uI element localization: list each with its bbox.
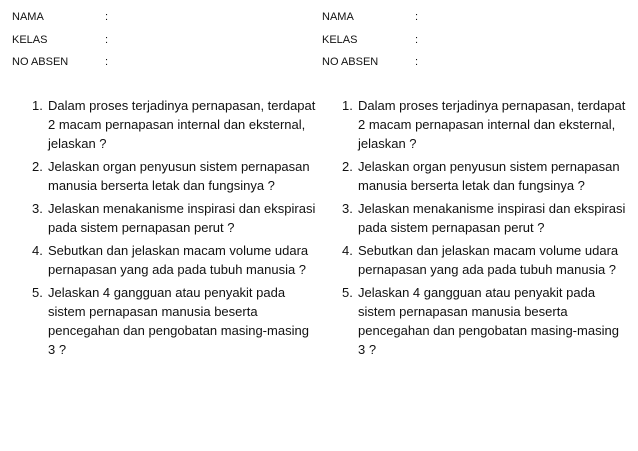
question-item	[32, 96, 317, 153]
kelas-colon: :	[415, 34, 419, 46]
question-text: Sebutkan dan jelaskan macam volume udara pernapasan yang ada pada tubuh manusia ?	[358, 243, 619, 277]
no-absen-label: NO ABSEN	[12, 56, 69, 68]
question-text: Jelaskan menakanisme inspirasi dan ekspirasi pada sistem pernapasan perut ?	[48, 201, 316, 235]
question-number: 2.	[342, 159, 353, 174]
no-absen-label: NO ABSEN	[322, 56, 379, 68]
question-number: 1.	[32, 98, 43, 113]
nama-colon: :	[415, 11, 419, 23]
question-text: Jelaskan organ penyusun sistem pernapasan manusia berserta letak dan fungsinya ?	[358, 159, 620, 193]
question-item	[342, 96, 627, 153]
question-item	[32, 241, 317, 279]
question-text: Dalam proses terjadinya pernapasan, terdapat 2 macam pernapasan internal dan eksternal, jelaskan ?	[48, 98, 316, 151]
question-text: Sebutkan dan jelaskan macam volume udara pernapasan yang ada pada tubuh manusia ?	[48, 243, 309, 277]
question-item	[32, 199, 317, 237]
question-number: 3.	[32, 201, 43, 216]
question-item	[342, 241, 627, 279]
question-number: 1.	[342, 98, 353, 113]
question-text: Jelaskan organ penyusun sistem pernapasan manusia berserta letak dan fungsinya ?	[48, 159, 310, 193]
question-list	[342, 96, 627, 363]
no-absen-colon: :	[415, 56, 419, 68]
worksheet-right	[322, 0, 626, 451]
nama-label: NAMA	[322, 11, 354, 23]
nama-colon: :	[105, 11, 109, 23]
question-number: 2.	[32, 159, 43, 174]
question-text: Jelaskan menakanisme inspirasi dan ekspirasi pada sistem pernapasan perut ?	[358, 201, 626, 235]
kelas-colon: :	[105, 34, 109, 46]
question-item	[342, 157, 627, 195]
question-number: 3.	[342, 201, 353, 216]
kelas-label: KELAS	[322, 34, 358, 46]
question-text: Jelaskan 4 gangguan atau penyakit pada sistem pernapasan manusia beserta pencegahan dan pengobatan masing-masing 3 ?	[48, 285, 309, 357]
no-absen-colon: :	[105, 56, 109, 68]
question-list	[32, 96, 317, 363]
question-number: 4.	[342, 243, 353, 258]
question-item	[342, 283, 627, 359]
question-item	[32, 157, 317, 195]
kelas-label: KELAS	[12, 34, 48, 46]
nama-label: NAMA	[12, 11, 44, 23]
question-item	[342, 199, 627, 237]
question-number: 5.	[32, 285, 43, 300]
question-number: 4.	[32, 243, 43, 258]
question-text: Jelaskan 4 gangguan atau penyakit pada sistem pernapasan manusia beserta pencegahan dan pengobatan masing-masing 3 ?	[358, 285, 619, 357]
question-number: 5.	[342, 285, 353, 300]
question-item	[32, 283, 317, 359]
question-text: Dalam proses terjadinya pernapasan, terdapat 2 macam pernapasan internal dan eksternal, jelaskan ?	[358, 98, 626, 151]
worksheet-left	[12, 0, 316, 451]
